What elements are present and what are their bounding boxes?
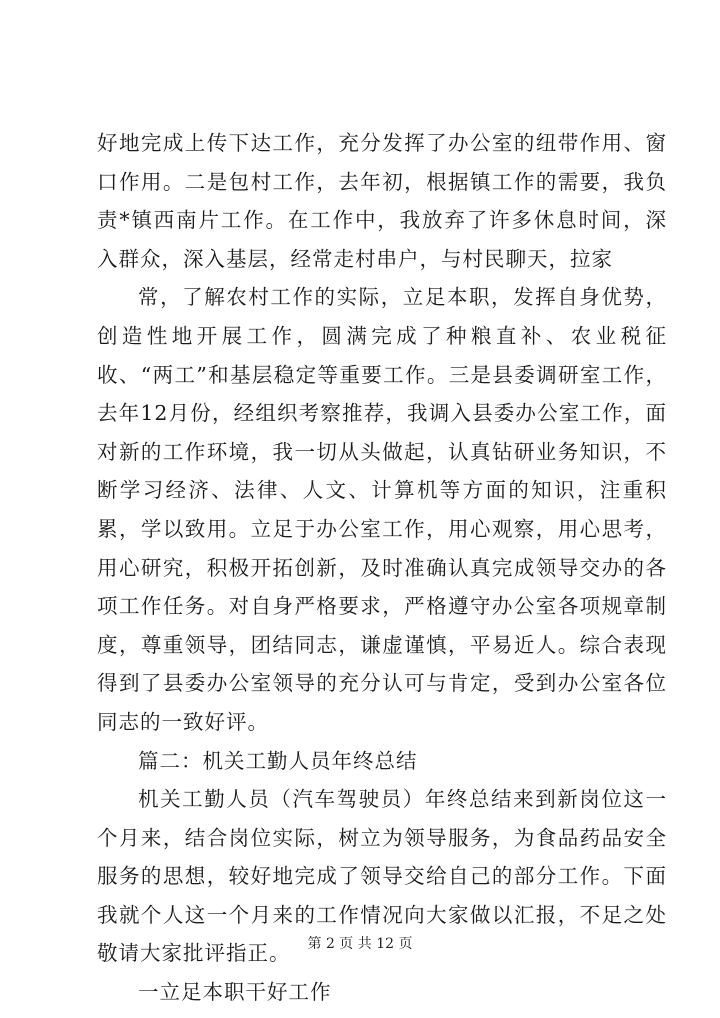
document-body [97, 124, 667, 1012]
paragraph-intro: 机关工勤人员（汽车驾驶员）年终总结来到新岗位这一个月来，结合岗位实际，树立为领导服务，为食品药品安全服务的思想，较好地完成了领导交给自己的部分工作。下面我就个人这一个月来的工作情况向大家做以汇报，不足之处敬请大家批评指正。 [97, 787, 667, 966]
paragraph-continuation: 好地完成上传下达工作，充分发挥了办公室的纽带作用、窗口作用。二是包村工作，去年初，根据镇工作的需要，我负责*镇西南片工作。在工作中，我放弃了许多休息时间，深入群众，深入基层，经常走村串户，与村民聊天，拉家 [97, 131, 667, 271]
page-footer: 第 2 页 共 12 页 [307, 936, 413, 952]
subsection-heading: 一立足本职干好工作 [138, 980, 332, 1005]
section-heading: 篇二：机关工勤人员年终总结 [138, 748, 418, 773]
paragraph-work-summary: 常，了解农村工作的实际，立足本职，发挥自身优势，创造性地开展工作，圆满完成了种粮直补、农业税征收、“两工”和基层稳定等重要工作。三是县委调研室工作，去年12月份，经组织考察推荐，我调入县委办公室工作，面对新的工作环境，我一切从头做起，认真钻研业务知识，不断学习经济、法律、人文、计算机等方面的知识，注重积累，学以致用。立足于办公室工作，用心观察，用心思考，用心研究，积极开拓创新，及时准确认真完成领导交办的各项工作任务。对自身严格要求，严格遵守办公室各项规章制度，尊重领导，团结同志，谦虚谨慎，平易近人。综合表现得到了县委办公室领导的充分认可与肯定，受到办公室各位同志的一致好评。 [97, 285, 667, 734]
